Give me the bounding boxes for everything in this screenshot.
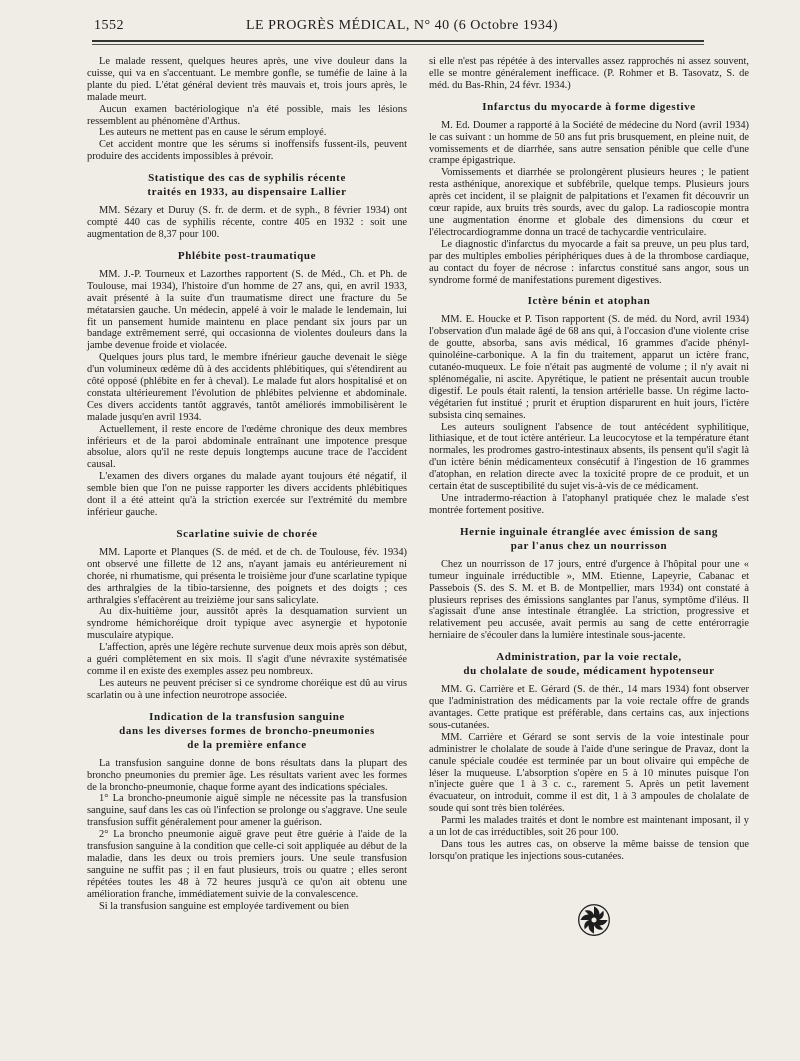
right-column <box>429 56 749 863</box>
paragraph: Cet accident montre que les sérums si inoffensifs fussent-ils, peuvent produire des accidents impossibles à prévoir. <box>87 139 407 163</box>
header-rule-thin <box>92 44 704 45</box>
paragraph: Parmi les malades traités et dont le nombre est maintenant imposant, il y a un lot de cas irréductibles, soit 26 pour 100. <box>429 815 749 839</box>
paragraph: MM. G. Carrière et E. Gérard (S. de thér., 14 mars 1934) font observer que l'administration des médicaments par la voie rectale offre de grands avantages. Cette pratique est préférable, dans certains cas, aux injections sous-cutanées. <box>429 684 749 731</box>
paragraph: MM. Carrière et Gérard se sont servis de la voie intestinale pour administrer le cholalate de soude à l'aide d'une seringue de Pravaz, dont la canule spéciale coudée est terminée par un bout olivaire qui empêche de léser la muqueuse. L'absorption s'opère en 5 à 10 minutes puisque l'on n'injecte guère que 1 à 3 c. c., rarement 5. Après un petit lavement évacuateur, on introduit, comme il est dit, 1 à 3 ampoules de cholalate de soude qui sont très bien tolérées. <box>429 731 749 815</box>
paragraph: Les auteurs ne peuvent préciser si ce syndrome choréique est dû au virus scarlatin ou à une infection neurotrope associée. <box>87 677 407 701</box>
section-title-scarlatine: Scarlatine suivie de chorée <box>176 527 318 540</box>
paragraph: Dans tous les autres cas, on observe la même baisse de tension que lorsqu'on pratique les injections sous-cutanées. <box>429 838 749 862</box>
paragraph: MM. E. Houcke et P. Tison rapportent (S. de méd. du Nord, avril 1934) l'observation d'un malade âgé de 68 ans qui, à l'occasion d'une violente crise de goutte, absorba, sans avis médical, 16 grammes d'acide phényl-quinoléine-carbonique. A la fin du traitement, apparut un ictère franc, cutanéo-muqueux. Le foie n'était pas augmenté de volume ; il n'y avait ni splénomégalie, ni ascite. Apyrétique, le patient ne présentait aucun trouble digestif. Le pouls était ralenti, la tension artérielle basse. Un régime lacto-végétarien fut institué ; prurit et éruption disparurent en huit jours, l'ictère subsista cinq semaines. <box>429 314 749 421</box>
running-header <box>66 14 760 38</box>
section-title-syphilis: Statistique des cas de syphilis récente traités en 1933, au dispensaire Lallier <box>147 172 347 199</box>
section-title-ictere: Ictère bénin et atophan <box>527 295 651 308</box>
pinwheel-ornament-icon <box>577 903 611 937</box>
paragraph: Actuellement, il reste encore de l'œdème chronique des deux membres inférieurs et de la paroi abdominale entraînant une impotence presque absolue, alors qu'il ne reste depuis longtemps aucune trace de l'accident causal. <box>87 423 407 471</box>
journal-title: LE PROGRÈS MÉDICAL, N° 40 (6 Octobre 1934) <box>246 18 559 33</box>
paragraph: Vomissements et diarrhée se prolongèrent plusieurs heures ; le patient resta asthénique, anorexique et subfébrile, quelque temps. Plusieurs jours après cet incident, il se plaignit de palpitations et l'examen fit découvrir un cœur rapide, aux bruits très sourds, avec du galop. La radioscopie montra une augmentation énorme et globale des dimensions du cœur et l'électrocardiogramme donna un tracé de tachycardie ventriculaire. <box>429 167 749 238</box>
section-title-phlebite: Phlébite post-traumatique <box>177 249 317 262</box>
paragraph: 2° La broncho pneumonie aiguë grave peut être guérie à l'aide de la transfusion sanguine à la condition que celle-ci soit appliquée au début de la maladie, dans les deux ou trois premiers jours. Une seule transfusion sanguine ne suffit pas ; il en faut plusieurs, trois ou quatre ; elles seront répétées toutes les 48 à 72 heures jusqu'à ce qu'on ait obtenu une amélioration franche, immédiatement suivie de la convalescence. <box>87 829 407 900</box>
section-title-transfusion: Indication de la transfusion sanguine dans les diverses formes de broncho-pneumonies de la première enfance <box>119 710 375 751</box>
paragraph: si elle n'est pas répétée à des intervalles assez rapprochés ni assez souvent, elle se montre généralement inefficace. (P. Rohmer et B. Tasovatz, S. de méd. du Bas-Rhin, 24 févr. 1934.) <box>429 56 749 91</box>
section-title-administration: Administration, par la voie rectale, du cholalate de soude, médicament hypotenseur <box>463 651 715 678</box>
paragraph: Les auteurs soulignent l'absence de tout antécédent syphilitique, lithiasique, et de tout ictère antérieur. La leucocytose et la température étant normales, les prodromes gastro-intestinaux absents, ils pensent qu'il s'agit là d'un ictère bénin médicamenteux consécutif à l'ingestion de 16 grammes d'atophan, en relation directe avec la toxicité propre de ce produit, et un certain état de susceptibilité du sujet vis-à-vis de ce médicament. <box>429 421 749 493</box>
paragraph: MM. Sézary et Duruy (S. fr. de derm. et de syph., 8 février 1934) ont compté 440 cas de syphilis récente, contre 405 en 1932 : soit une augmentation de 8,37 pour 100. <box>87 205 407 240</box>
paragraph: Aucun examen bactériologique n'a été possible, mais les lésions ressemblent au phénomène d'Arthus. <box>87 103 407 127</box>
paragraph: Le malade ressent, quelques heures après, une vive douleur dans la cuisse, qui va en s'accentuant. Le membre gonfle, se tuméfie de laine à la plante du pied. L'état général devient très mauvais et, trois jours après, le malade meurt. <box>87 56 407 103</box>
paragraph: La transfusion sanguine donne de bons résultats dans la plupart des broncho pneumonies du premier âge. Les résultats varient avec les formes de la broncho-pneumonie, chaque forme ayant des indications spéciales. <box>87 757 407 793</box>
left-column <box>87 56 407 912</box>
paragraph: Le diagnostic d'infarctus du myocarde a fait sa preuve, un peu plus tard, par des multiples embolies périphériques dues à de la thrombose cardiaque, au contact du foyer de nécrose : infarctus constitué sans angor, sous un syndrome formé de manifestations purement digestives. <box>429 238 749 286</box>
paragraph: Chez un nourrisson de 17 jours, entré d'urgence à l'hôpital pour une « tumeur inguinale irréductible », MM. Etienne, Lapeyrie, Cabanac et Passebois (S. des S. M. et B. de Montpellier, mars 1934) ont constaté à plusieurs reprises des émissions sanglantes par l'anus, symptôme d'iléus. Il s'agissait d'une anse intestinale étranglée. La striction, progressive et relativement peu accusée, avait permis au sang de cette entérorragie herniaire de s'écouler dans la lumière intestinale sous-jacente. <box>429 558 749 642</box>
paragraph: Une intradermo-réaction à l'atophanyl pratiquée chez le malade s'est montrée fortement positive. <box>429 493 749 516</box>
paragraph: M. Ed. Doumer a rapporté à la Société de médecine du Nord (avril 1934) le cas suivant : un homme de 50 ans fut pris brusquement, en pleine nuit, de vomissements et de diarrhée, sans autre sensation pénible que celle d'une crampe épigastrique. <box>429 119 749 167</box>
paragraph: Si la transfusion sanguine est employée tardivement ou bien <box>99 900 349 912</box>
paragraph: MM. J.-P. Tourneux et Lazorthes rapportent (S. de Méd., Ch. et Ph. de Toulouse, mai 1934), l'histoire d'un homme de 27 ans, qui, en avril 1933, avait présenté à la suite d'un traumatisme direct une fracture du 5e métatarsien gauche. Un médecin, appelé à voir le malade le lendemain, lui fit un pansement humide maintenu en place pendant six jours par un bandage extrêmement serré, qui occasionna de violentes douleurs dans la jambe devenue froide et violacée. <box>87 268 407 352</box>
paragraph: MM. Laporte et Planques (S. de méd. et de ch. de Toulouse, fév. 1934) ont observé une fillette de 12 ans, n'ayant jamais eu antérieurement ni chorée, ni rhumatisme, qui présenta le troisième jour d'une scarlatine typique des arthralgies de la tibio-tarsienne, des poignets et des doigts ; ces arthralgies s'effacèrent au treizième jour sans salicylate. <box>87 546 407 606</box>
paragraph: L'examen des divers organes du malade ayant toujours été négatif, il semble bien que l'on ne puisse rapporter les divers accidents phlébitiques dont il a été atteint qu'à la striction exercée sur l'extrémité du membre inférieur gauche. <box>87 471 407 518</box>
header-rule <box>92 40 704 42</box>
section-title-hernie: Hernie inguinale étranglée avec émission de sang par l'anus chez un nourrisson <box>460 525 718 552</box>
paragraph: Au dix-huitième jour, aussitôt après la desquamation survient un syndrome hémichoréique droit typique avec asynergie et hypotonie musculaire atypique. <box>87 606 407 642</box>
paragraph: Quelques jours plus tard, le membre ifnérieur gauche devenait le siège d'un volumineux œdème dû à des accidents phlébitiques, qui s'étendirent au côté opposé (phlébite en fer à cheval). Le malade fut alors hospitalisé et on constata ultérieurement l'évolution de phlébites pelvienne et abdominale. Ces divers accidents tantôt aggravés, tantôt améliorés immobilisèrent le malade jusqu'en avril 1934. <box>87 352 407 423</box>
page-number: 1552 <box>94 18 124 33</box>
paragraph: Les auteurs ne mettent pas en cause le sérum employé. <box>99 127 327 139</box>
paragraph: 1° La broncho-pneumonie aiguë simple ne nécessite pas la transfusion sanguine, sauf dans les cas où l'infection se prolonge ou s'aggrave. Une seule transfusion suffit généralement pour amener la guérison. <box>87 793 407 829</box>
section-title-infarctus: Infarctus du myocarde à forme digestive <box>482 100 696 113</box>
paragraph: L'affection, après une légère rechute survenue deux mois après son début, a guéri complètement en six mois. Il s'agit d'une névraxite systématisée comme il en existe des exemples assez peu nombreux. <box>87 642 407 677</box>
